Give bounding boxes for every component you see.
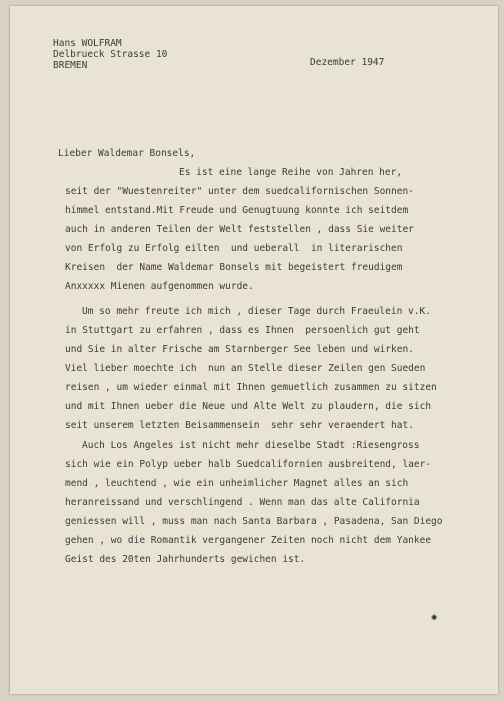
body-line: in Stuttgart zu erfahren , dass es Ihnen persoenlich gut geht <box>65 325 420 336</box>
ink-spot: ✺ <box>431 612 438 623</box>
body-line: Um so mehr freute ich mich , dieser Tage durch Fraeulein v.K. <box>82 306 431 317</box>
body-line: himmel entstand.Mit Freude und Genugtuung konnte ich seitdem <box>65 205 409 216</box>
body-line: reisen , um wieder einmal mit Ihnen gemuetlich zusammen zu sitzen <box>65 382 437 393</box>
sender-city: BREMEN <box>53 60 88 71</box>
letter-page <box>10 6 498 694</box>
body-line: und mit Ihnen ueber die Neue und Alte Welt zu plaudern, die sich <box>65 401 432 412</box>
body-line: gehen , wo die Romantik vergangener Zeiten noch nicht dem Yankee <box>65 535 432 546</box>
body-line: Geist des 20ten Jahrhunderts gewichen ist. <box>65 554 306 565</box>
body-line: seit der "Wuestenreiter" unter dem suedcalifornischen Sonnen- <box>65 186 414 197</box>
body-line: heranreissand und verschlingend . Wenn man das alte California <box>65 497 420 508</box>
body-line: Viel lieber moechte ich nun an Stelle dieser Zeilen gen Sueden <box>65 363 426 374</box>
letter-date: Dezember 1947 <box>310 57 385 68</box>
body-line: Anxxxxx Mienen aufgenommen wurde. <box>65 281 254 292</box>
body-line: und Sie in alter Frische am Starnberger See leben und wirken. <box>65 344 414 355</box>
body-line: mend , leuchtend , wie ein unheimlicher Magnet alles an sich <box>65 478 409 489</box>
body-line: auch in anderen Teilen der Welt feststellen , dass Sie weiter <box>65 224 414 235</box>
body-line: Es ist eine lange Reihe von Jahren her, <box>179 167 403 178</box>
sender-name: Hans WOLFRAM <box>53 38 122 49</box>
body-line: Auch Los Angeles ist nicht mehr dieselbe Stadt :Riesengross <box>82 440 420 451</box>
body-line: Kreisen der Name Waldemar Bonsels mit begeistert freudigem <box>65 262 403 273</box>
sender-street: Delbrueck Strasse 10 <box>53 49 168 60</box>
body-line: sich wie ein Polyp ueber halb Suedcalifornien ausbreitend, laer- <box>65 459 432 470</box>
salutation: Lieber Waldemar Bonsels, <box>58 148 196 159</box>
body-line: seit unserem letzten Beisammensein sehr sehr veraendert hat. <box>65 420 414 431</box>
body-line: von Erfolg zu Erfolg eilten und ueberall in literarischen <box>65 243 403 254</box>
body-line: geniessen will , muss man nach Santa Barbara , Pasadena, San Diego <box>65 516 443 527</box>
